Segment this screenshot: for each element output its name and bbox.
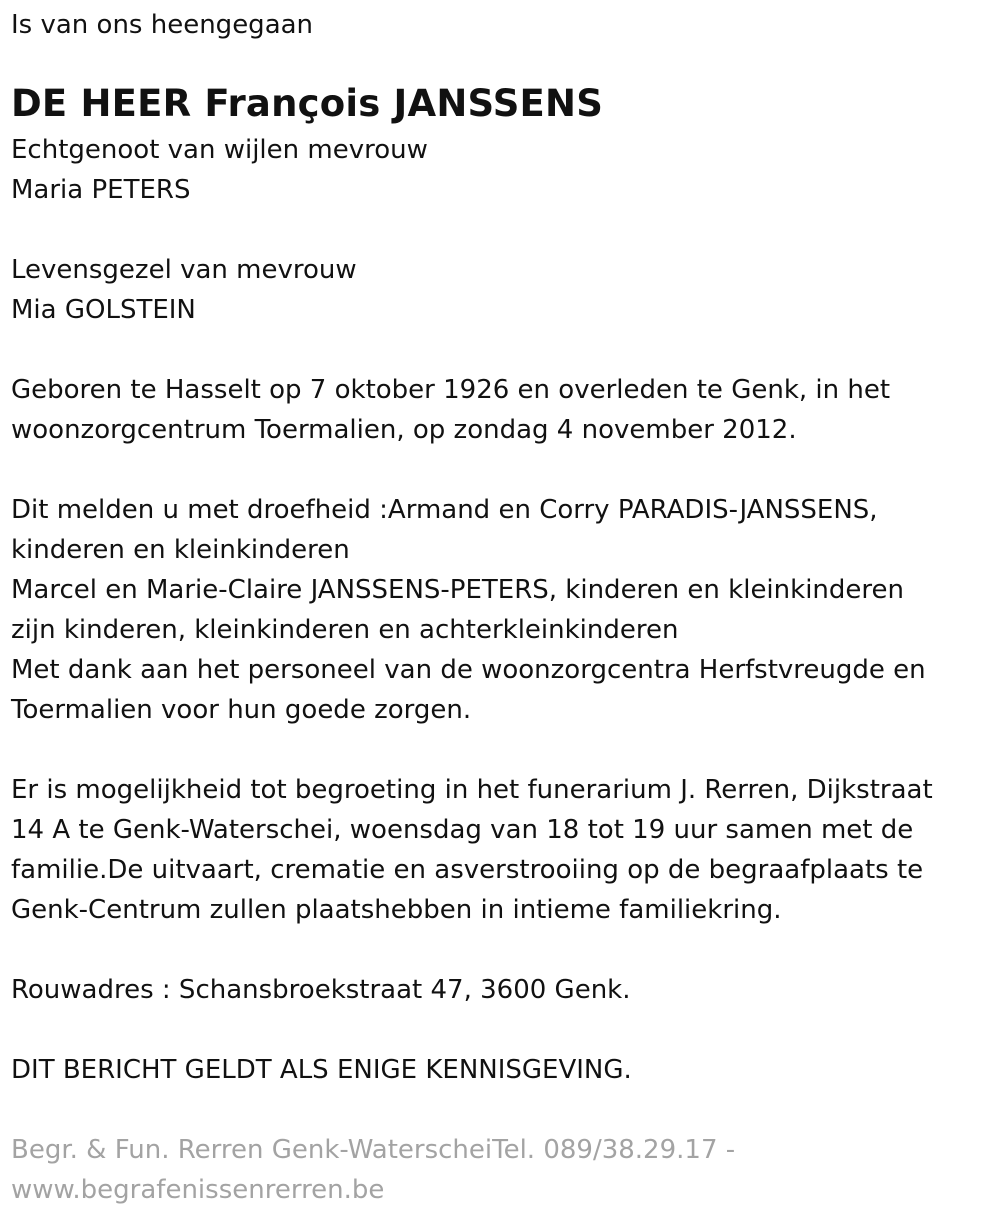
footer-website: www.begrafenissenrerren.be [11, 1175, 385, 1205]
paragraph-line: Met dank aan het personeel van de woonzorgcentra Herfstvreugde en [11, 655, 926, 685]
partner-relation: Levensgezel van mevrouw [11, 255, 357, 285]
partner-name: Mia GOLSTEIN [11, 295, 196, 325]
paragraph-line: Marcel en Marie-Claire JANSSENS-PETERS, kinderen en kleinkinderen [11, 575, 904, 605]
funeral-home-footer [11, 1130, 991, 1210]
spacer [11, 330, 991, 370]
paragraph-line: 14 A te Genk-Waterschei, woensdag van 18 tot 19 uur samen met de [11, 815, 914, 845]
footer-contact: Begr. & Fun. Rerren Genk-WaterscheiTel. 089/38.29.17 - [11, 1135, 736, 1165]
notice-statement: DIT BERICHT GELDT ALS ENIGE KENNISGEVING. [11, 1055, 632, 1085]
obituary-notice [11, 0, 991, 1210]
paragraph-line: Genk-Centrum zullen plaatshebben in intieme familiekring. [11, 895, 782, 925]
paragraph-line: Geboren te Hasselt op 7 oktober 1926 en overleden te Genk, in het [11, 375, 891, 405]
spacer [11, 1010, 991, 1050]
intro-text: Is van ons heengegaan [11, 10, 314, 40]
paragraph-line: Toermalien voor hun goede zorgen. [11, 695, 472, 725]
mourning-address: Rouwadres : Schansbroekstraat 47, 3600 Genk. [11, 975, 631, 1005]
partner-section [11, 250, 991, 330]
paragraph-line: zijn kinderen, kleinkinderen en achterkleinkinderen [11, 615, 679, 645]
spouse-name: Maria PETERS [11, 175, 191, 205]
spacer [11, 730, 991, 770]
spacer [11, 930, 991, 970]
paragraph-line: woonzorgcentrum Toermalien, op zondag 4 november 2012. [11, 415, 797, 445]
family-paragraph [11, 490, 991, 730]
birth-death-paragraph [11, 370, 991, 450]
paragraph-line: Dit melden u met droefheid :Armand en Corry PARADIS-JANSSENS, [11, 495, 878, 525]
deceased-name: DE HEER François JANSSENS [11, 82, 604, 125]
paragraph-line: kinderen en kleinkinderen [11, 535, 350, 565]
paragraph-line: Er is mogelijkheid tot begroeting in het funerarium J. Rerren, Dijkstraat [11, 775, 933, 805]
spacer [11, 1090, 991, 1130]
paragraph-line: familie.De uitvaart, crematie en asverstrooiing op de begraafplaats te [11, 855, 924, 885]
spouse-relation: Echtgenoot van wijlen mevrouw [11, 135, 428, 165]
spacer [11, 210, 991, 250]
funeral-paragraph [11, 770, 991, 930]
spacer [11, 450, 991, 490]
spouse-section [11, 130, 991, 210]
